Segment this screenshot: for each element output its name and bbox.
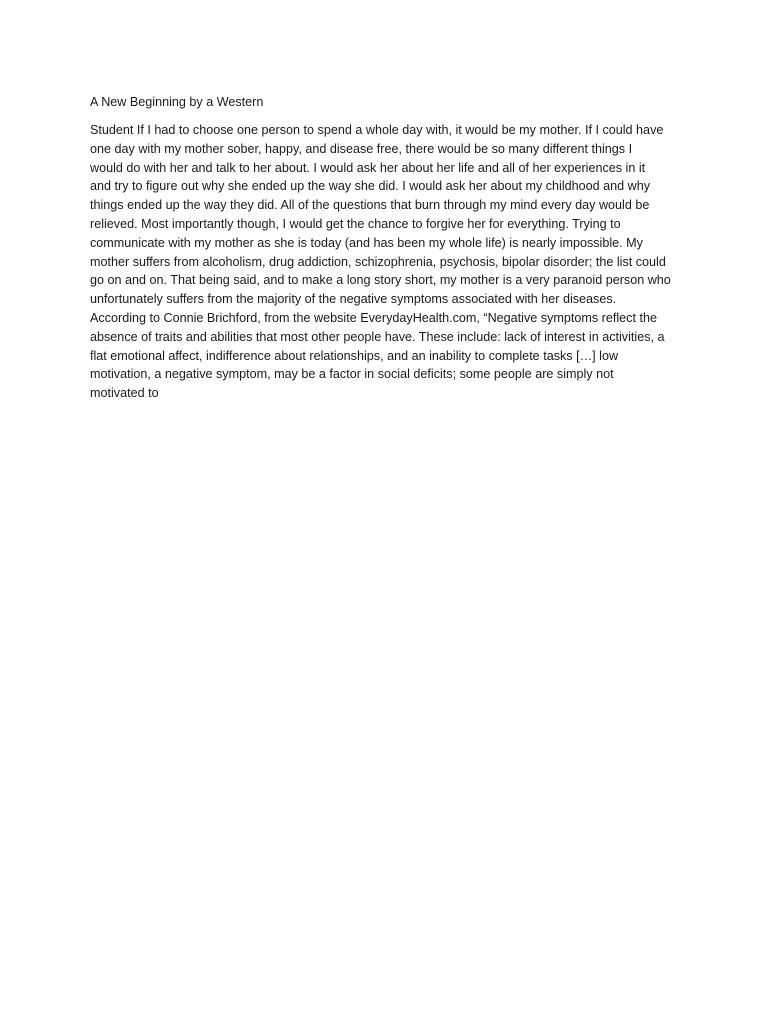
body-line: one day with my mother sober, happy, and disease free, there would be so many different things I bbox=[90, 141, 633, 156]
body-line: According to Connie Brichford, from the website EverydayHealth.com, “Negative symptoms reflect the bbox=[90, 310, 657, 325]
body-line: Student If I had to choose one person to spend a whole day with, it would be my mother. If I could have bbox=[90, 123, 664, 137]
body-line: absence of traits and abilities that most other people have. These include: lack of interest in activities, a bbox=[90, 329, 665, 344]
body-line: flat emotional affect, indifference about relationships, and an inability to complete tasks […] low bbox=[90, 348, 619, 363]
body-line: motivated to bbox=[90, 386, 159, 401]
document-body bbox=[90, 121, 690, 403]
body-line: unfortunately suffers from the majority of the negative symptoms associated with her diseases. bbox=[90, 292, 617, 307]
document-title: A New Beginning by a Western bbox=[90, 95, 264, 109]
body-line: motivation, a negative symptom, may be a factor in social deficits; some people are simply not bbox=[90, 367, 614, 382]
body-line: relieved. Most importantly though, I would get the chance to forgive her for everything. Trying to bbox=[90, 216, 621, 231]
body-line: would do with her and talk to her about. I would ask her about her life and all of her experiences in it bbox=[90, 160, 646, 175]
body-line: go on and on. That being said, and to make a long story short, my mother is a very paranoid person who bbox=[90, 273, 671, 288]
body-line: and try to figure out why she ended up the way she did. I would ask her about my childhood and why bbox=[90, 179, 651, 194]
body-line: mother suffers from alcoholism, drug addiction, schizophrenia, psychosis, bipolar disorder; the list could bbox=[90, 254, 666, 269]
body-line: things ended up the way they did. All of the questions that burn through my mind every day would be bbox=[90, 198, 650, 213]
body-line: communicate with my mother as she is today (and has been my whole life) is nearly impossible. My bbox=[90, 235, 643, 250]
